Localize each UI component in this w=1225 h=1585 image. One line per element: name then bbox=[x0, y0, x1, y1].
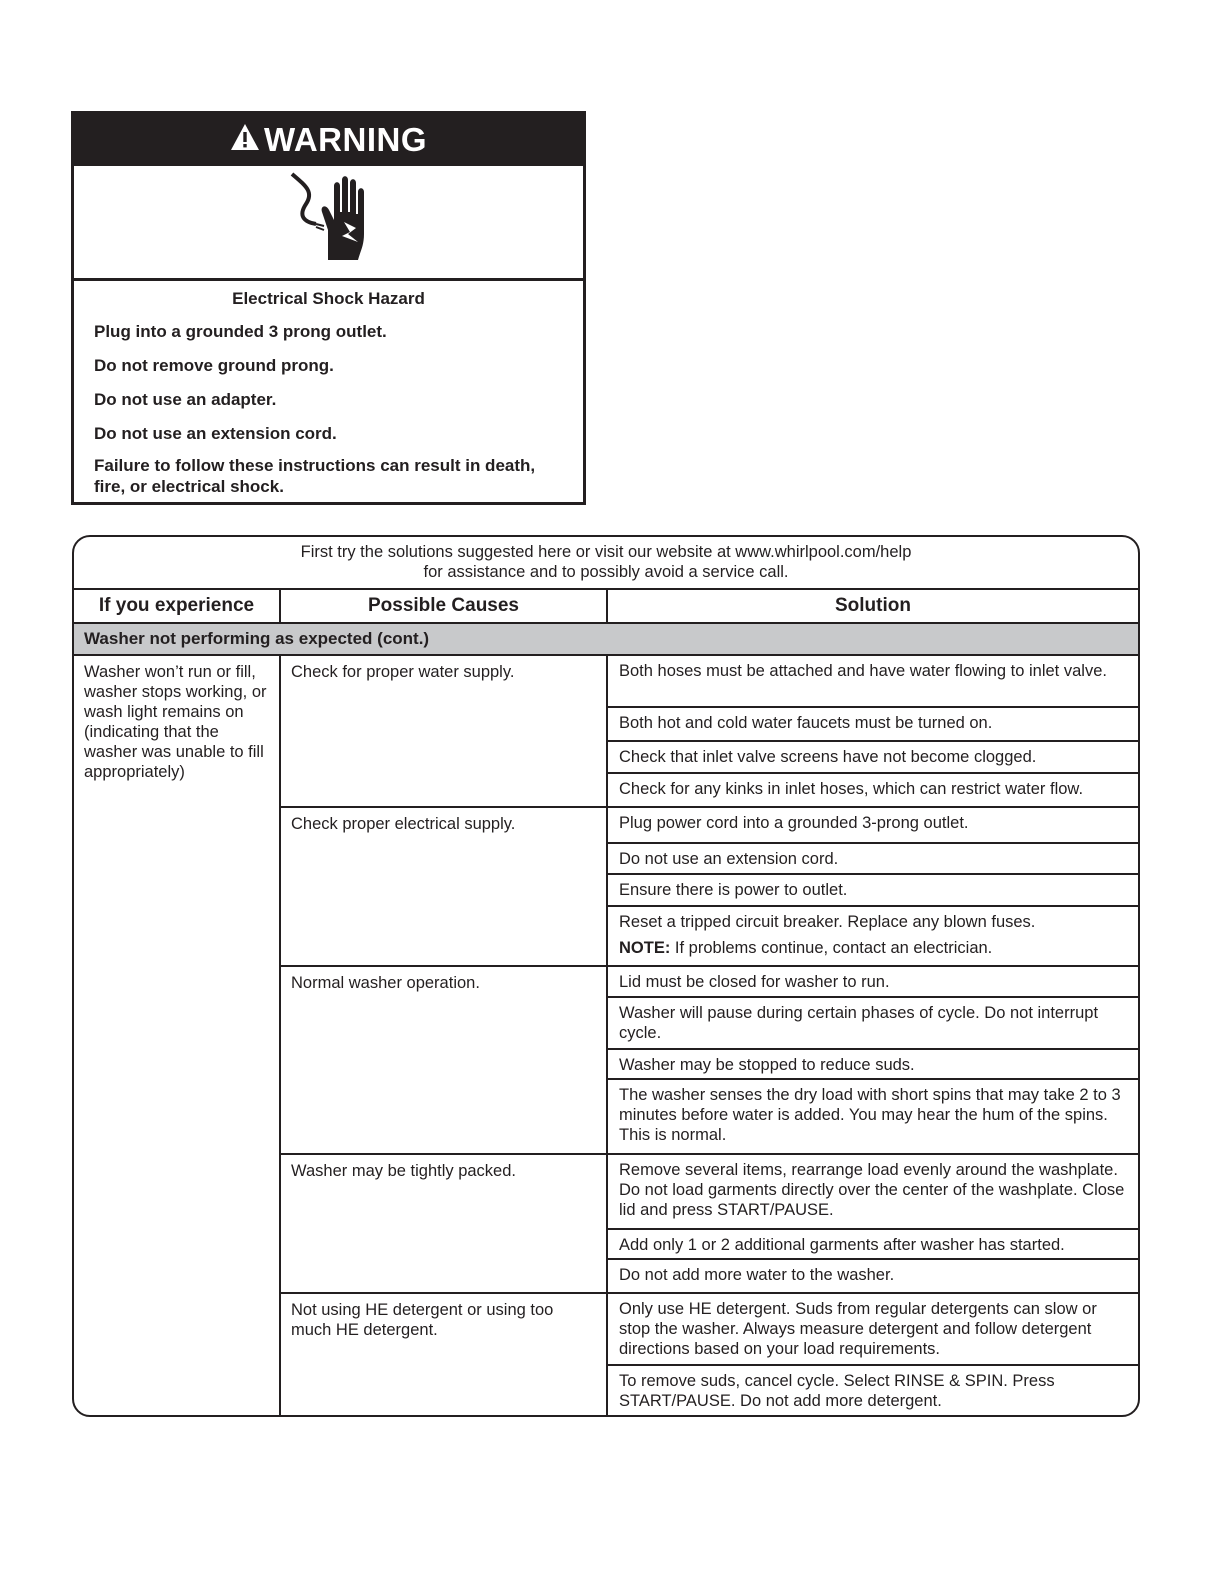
solution-cell: Washer may be stopped to reduce suds. bbox=[608, 1050, 1138, 1080]
cause-group bbox=[281, 656, 1138, 808]
note-label: NOTE: bbox=[619, 939, 671, 957]
solution-list bbox=[608, 808, 1138, 965]
cause-group bbox=[281, 1155, 1138, 1294]
warning-icon-area bbox=[74, 166, 583, 281]
column-header-causes: Possible Causes bbox=[281, 590, 608, 622]
cause-group bbox=[281, 1294, 1138, 1417]
note-text: If problems continue, contact an electrician. bbox=[670, 939, 993, 957]
experience-cell: Washer won’t run or fill, washer stops working, or wash light remains on (indicating that the washer was unable to fill appropriately) bbox=[74, 656, 281, 1417]
warning-box bbox=[71, 111, 586, 505]
solution-list bbox=[608, 1294, 1138, 1417]
solution-cell: Ensure there is power to outlet. bbox=[608, 875, 1138, 907]
solution-list bbox=[608, 1155, 1138, 1292]
table-body bbox=[74, 656, 1138, 1417]
cause-group bbox=[281, 967, 1138, 1155]
alert-triangle-icon bbox=[230, 121, 260, 159]
causes-solutions bbox=[281, 656, 1138, 1417]
table-header-row bbox=[74, 590, 1138, 624]
warning-title: WARNING bbox=[264, 121, 427, 158]
solution-cell: Check for any kinks in inlet hoses, which can restrict water flow. bbox=[619, 780, 1084, 798]
warning-line: Plug into a grounded 3 prong outlet. bbox=[94, 322, 387, 341]
solution-cell: Add only 1 or 2 additional garments after washer has started. bbox=[608, 1230, 1138, 1260]
solution-cell bbox=[608, 907, 1138, 965]
solution-list bbox=[608, 656, 1138, 806]
solution-text: Reset a tripped circuit breaker. Replace any blown fuses. bbox=[619, 913, 1036, 931]
solution-cell: Plug power cord into a grounded 3-prong outlet. bbox=[608, 808, 1138, 844]
warning-line: Do not use an extension cord. bbox=[94, 424, 337, 443]
table-intro bbox=[74, 537, 1138, 590]
electrical-shock-hand-icon bbox=[284, 172, 374, 272]
section-header: Washer not performing as expected (cont.) bbox=[74, 624, 1138, 656]
solution-cell: Both hoses must be attached and have water flowing to inlet valve. bbox=[608, 656, 1138, 708]
solution-cell: Only use HE detergent. Suds from regular detergents can slow or stop the washer. Always measure detergent and follow detergent directions based on your load requirements. bbox=[608, 1294, 1138, 1366]
cause-group bbox=[281, 808, 1138, 967]
cause-cell: Check for proper water supply. bbox=[281, 656, 608, 806]
note bbox=[619, 938, 1130, 958]
intro-line: for assistance and to possibly avoid a service call. bbox=[423, 563, 789, 581]
hazard-title: Electrical Shock Hazard bbox=[232, 289, 425, 308]
solution-cell: Do not use an extension cord. bbox=[608, 844, 1138, 875]
solution-cell: Washer will pause during certain phases of cycle. Do not interrupt cycle. bbox=[608, 998, 1138, 1050]
cause-cell: Washer may be tightly packed. bbox=[281, 1155, 608, 1292]
warning-line: Do not use an adapter. bbox=[94, 390, 277, 409]
solution-cell: Do not add more water to the washer. bbox=[619, 1266, 895, 1284]
warning-line: Do not remove ground prong. bbox=[94, 356, 334, 375]
intro-line: First try the solutions suggested here or visit our website at www.whirlpool.com/help bbox=[300, 543, 912, 561]
warning-body bbox=[74, 281, 583, 497]
cause-cell: Normal washer operation. bbox=[281, 967, 608, 1153]
solution-cell: To remove suds, cancel cycle. Select RINSE & SPIN. Press START/PAUSE. Do not add more detergent. bbox=[619, 1372, 1055, 1410]
cause-cell: Check proper electrical supply. bbox=[281, 808, 608, 965]
warning-line: Failure to follow these instructions can result in death, fire, or electrical shock. bbox=[94, 456, 536, 496]
solution-cell: The washer senses the dry load with short spins that may take 2 to 3 minutes before water is added. You may hear the hum of the spins. This is normal. bbox=[619, 1086, 1121, 1144]
troubleshooting-table bbox=[72, 535, 1140, 1417]
column-header-solution: Solution bbox=[835, 595, 911, 616]
cause-cell: Not using HE detergent or using too much HE detergent. bbox=[281, 1294, 608, 1417]
solution-cell: Remove several items, rearrange load evenly around the washplate. Do not load garments directly over the center of the washplate. Close lid and press START/PAUSE. bbox=[608, 1155, 1138, 1230]
solution-cell: Lid must be closed for washer to run. bbox=[608, 967, 1138, 998]
warning-header bbox=[74, 114, 583, 166]
solution-cell: Both hot and cold water faucets must be turned on. bbox=[608, 708, 1138, 742]
solution-cell: Check that inlet valve screens have not become clogged. bbox=[608, 742, 1138, 774]
solution-list bbox=[608, 967, 1138, 1153]
column-header-experience: If you experience bbox=[74, 590, 281, 622]
